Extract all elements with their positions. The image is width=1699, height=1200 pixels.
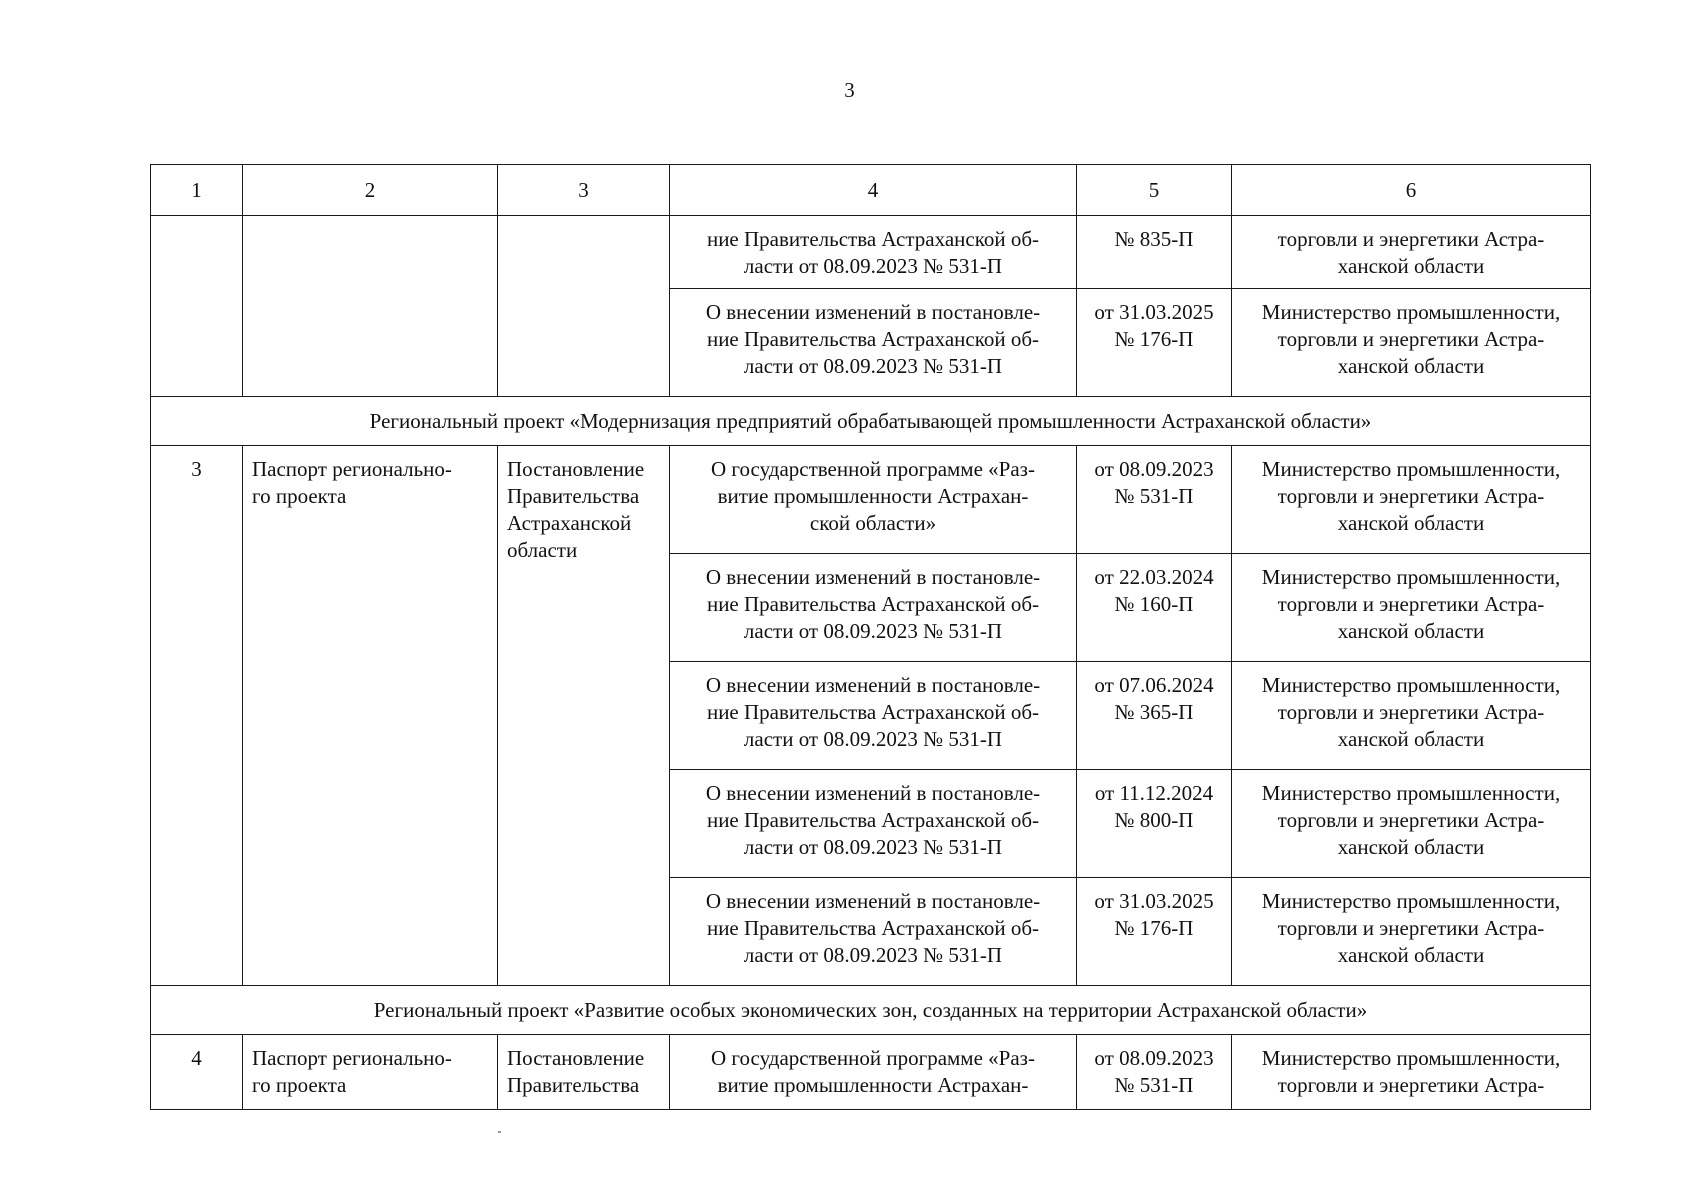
act-title-cell: [670, 289, 1077, 397]
act-title-cell: [670, 216, 1077, 289]
act-date-line: № 160-П: [1114, 592, 1194, 616]
column-number: 2: [243, 165, 498, 216]
act-title-line: витие промышленности Астрахан-: [717, 1073, 1029, 1097]
table-row: [151, 1035, 1591, 1110]
organization-line: торговли и энергетики Астра-: [1277, 227, 1545, 251]
organization-line: торговли и энергетики Астра-: [1277, 700, 1545, 724]
act-title-line: ласти от 08.09.2023 № 531-П: [743, 727, 1003, 751]
act-date-cell: [1077, 878, 1232, 986]
empty-cell: [151, 216, 243, 397]
act-date-line: от 07.06.2024: [1094, 673, 1214, 697]
issuer-line: Постановление: [507, 1046, 645, 1070]
act-title-line: ласти от 08.09.2023 № 531-П: [743, 619, 1003, 643]
act-title-cell: [670, 878, 1077, 986]
organization-cell: [1232, 662, 1591, 770]
act-date-line: от 08.09.2023: [1094, 457, 1214, 481]
act-title-line: О внесении изменений в постановле-: [705, 300, 1041, 324]
act-date-cell: [1077, 662, 1232, 770]
row-number: 4: [151, 1035, 243, 1110]
issuer-line: Правительства: [507, 484, 640, 508]
act-date-line: от 31.03.2025: [1094, 889, 1214, 913]
act-date-cell: [1077, 770, 1232, 878]
organization-line: торговли и энергетики Астра-: [1277, 327, 1545, 351]
organization-line: Министерство промышленности,: [1261, 781, 1561, 805]
act-date-cell: [1077, 1035, 1232, 1110]
act-title-line: витие промышленности Астрахан-: [717, 484, 1029, 508]
act-title-line: ласти от 08.09.2023 № 531-П: [743, 354, 1003, 378]
organization-cell: [1232, 216, 1591, 289]
act-title-line: ние Правительства Астраханской об-: [706, 808, 1040, 832]
act-title-line: О внесении изменений в постановле-: [705, 781, 1041, 805]
column-number: 1: [151, 165, 243, 216]
issuer-cell: [498, 1035, 670, 1110]
act-title-line: ние Правительства Астраханской об-: [706, 700, 1040, 724]
organization-line: Министерство промышленности,: [1261, 1046, 1561, 1070]
act-date-line: № 835-П: [1114, 227, 1194, 251]
document-type-line: Паспорт регионально-: [252, 1046, 452, 1070]
act-date-cell: [1077, 289, 1232, 397]
row-number: 3: [151, 446, 243, 986]
organization-cell: [1232, 1035, 1591, 1110]
organization-line: Министерство промышленности,: [1261, 457, 1561, 481]
document-type-cell: [243, 1035, 498, 1110]
act-title-cell: [670, 554, 1077, 662]
issuer-line: Астраханской: [507, 511, 632, 535]
empty-cell: [498, 216, 670, 397]
act-date-line: от 11.12.2024: [1094, 781, 1214, 805]
column-number: 6: [1232, 165, 1591, 216]
organization-line: ханской области: [1337, 835, 1485, 859]
organization-line: торговли и энергетики Астра-: [1277, 592, 1545, 616]
organization-line: торговли и энергетики Астра-: [1277, 484, 1545, 508]
acts-table: [150, 164, 1591, 1110]
document-type-line: го проекта: [252, 484, 347, 508]
organization-line: ханской области: [1337, 511, 1485, 535]
act-title-line: ской области»: [809, 511, 937, 535]
column-number: 3: [498, 165, 670, 216]
act-title-line: О государственной программе «Раз-: [711, 1046, 1035, 1070]
act-date-line: № 176-П: [1114, 327, 1194, 351]
act-date-line: от 08.09.2023: [1094, 1046, 1214, 1070]
organization-line: ханской области: [1337, 619, 1485, 643]
organization-cell: [1232, 289, 1591, 397]
issuer-line: области: [507, 538, 578, 562]
organization-line: Министерство промышленности,: [1261, 565, 1561, 589]
organization-line: Министерство промышленности,: [1261, 300, 1561, 324]
document-type-cell: [243, 446, 498, 986]
act-date-line: № 176-П: [1114, 916, 1194, 940]
act-date-line: от 22.03.2024: [1094, 565, 1214, 589]
act-title-line: О внесении изменений в постановле-: [705, 565, 1041, 589]
organization-line: ханской области: [1337, 254, 1485, 278]
section-heading-row: [151, 986, 1591, 1035]
organization-cell: [1232, 446, 1591, 554]
organization-cell: [1232, 554, 1591, 662]
scan-speck: [498, 1131, 501, 1133]
organization-line: ханской области: [1337, 354, 1485, 378]
column-number-row: [151, 165, 1591, 216]
table-row: [151, 446, 1591, 554]
act-date-line: № 800-П: [1114, 808, 1194, 832]
organization-line: торговли и энергетики Астра-: [1277, 1073, 1545, 1097]
act-title-line: О государственной программе «Раз-: [711, 457, 1035, 481]
act-date-cell: [1077, 554, 1232, 662]
issuer-line: Правительства: [507, 1073, 640, 1097]
act-date-line: № 531-П: [1114, 1073, 1194, 1097]
act-title-cell: [670, 1035, 1077, 1110]
act-date-line: от 31.03.2025: [1094, 300, 1214, 324]
act-title-line: О внесении изменений в постановле-: [705, 889, 1041, 913]
act-title-line: ние Правительства Астраханской об-: [706, 916, 1040, 940]
issuer-cell: [498, 446, 670, 986]
page-number: 3: [844, 78, 855, 102]
act-title-line: ласти от 08.09.2023 № 531-П: [743, 254, 1003, 278]
organization-line: ханской области: [1337, 943, 1485, 967]
act-title-line: ласти от 08.09.2023 № 531-П: [743, 835, 1003, 859]
section-title: Региональный проект «Развитие особых экономических зон, созданных на территории Астраханской области»: [151, 986, 1591, 1035]
act-title-line: ние Правительства Астраханской об-: [706, 592, 1040, 616]
act-title-line: О внесении изменений в постановле-: [705, 673, 1041, 697]
act-date-line: № 365-П: [1114, 700, 1194, 724]
act-date-line: № 531-П: [1114, 484, 1194, 508]
section-heading-row: [151, 397, 1591, 446]
organization-line: торговли и энергетики Астра-: [1277, 808, 1545, 832]
issuer-line: Постановление: [507, 457, 645, 481]
act-title-cell: [670, 662, 1077, 770]
act-date-cell: [1077, 446, 1232, 554]
organization-line: торговли и энергетики Астра-: [1277, 916, 1545, 940]
organization-line: Министерство промышленности,: [1261, 889, 1561, 913]
act-title-line: ние Правительства Астраханской об-: [706, 227, 1040, 251]
act-title-cell: [670, 770, 1077, 878]
column-number: 4: [670, 165, 1077, 216]
column-number: 5: [1077, 165, 1232, 216]
organization-line: Министерство промышленности,: [1261, 673, 1561, 697]
organization-cell: [1232, 878, 1591, 986]
document-type-line: Паспорт регионально-: [252, 457, 452, 481]
document-type-line: го проекта: [252, 1073, 347, 1097]
section-title: Региональный проект «Модернизация предприятий обрабатывающей промышленности Астраханской области»: [151, 397, 1591, 446]
organization-cell: [1232, 770, 1591, 878]
act-title-line: ние Правительства Астраханской об-: [706, 327, 1040, 351]
act-title-cell: [670, 446, 1077, 554]
empty-cell: [243, 216, 498, 397]
organization-line: ханской области: [1337, 727, 1485, 751]
act-date-cell: [1077, 216, 1232, 289]
table-row: [151, 216, 1591, 289]
act-title-line: ласти от 08.09.2023 № 531-П: [743, 943, 1003, 967]
